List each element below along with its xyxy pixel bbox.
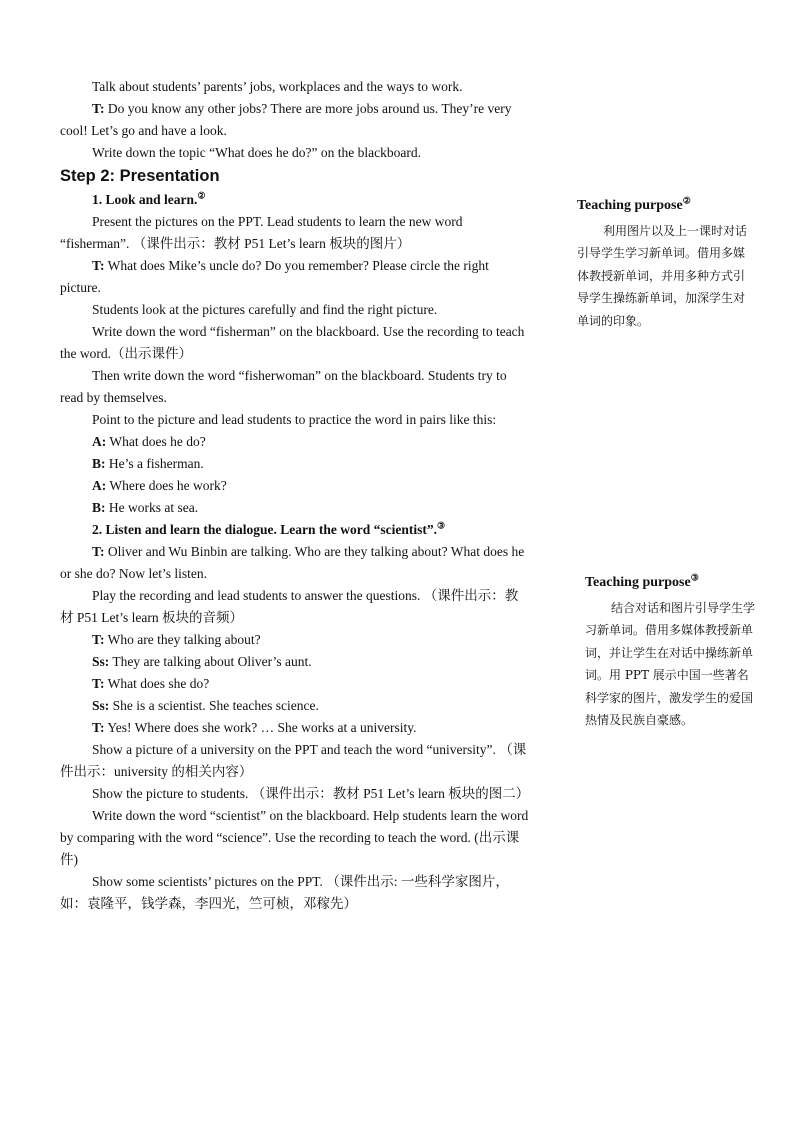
note-text: 利用图片以及上一课时对话引导学生学习新单词。借用多媒体教授新单词，并用多种方式引导学生操练新单词，加深学生对单词的印象。	[577, 223, 748, 328]
speech-text: Yes! Where does she work? … She works at a university.	[104, 720, 417, 735]
dialog-line	[60, 651, 530, 673]
dialog-line	[60, 695, 530, 717]
speaker-label: A:	[92, 478, 107, 493]
speech-text: Oliver and Wu Binbin are talking. Who are they talking about? What does he or she do? Now let’s listen.	[60, 544, 525, 581]
note-title: Teaching purpose②	[577, 195, 691, 213]
paragraph: Show some scientists’ pictures on the PPT. （课件出示: 一些科学家图片，如：袁隆平，钱学森，李四光，竺可桢，邓稼先）	[60, 874, 509, 911]
speaker-label: T:	[92, 632, 105, 647]
dialog-line	[60, 717, 530, 739]
paragraph: Then write down the word “fisherwoman” on the blackboard. Students try to read by themselves.	[60, 368, 507, 405]
dialog-line	[60, 673, 530, 695]
paragraph: Write down the word “scientist” on the blackboard. Help students learn the word by comparing with the word “science”. Use the recording to teach the word. (出示课件)	[60, 808, 529, 867]
speech-text: What does she do?	[104, 676, 210, 691]
speaker-label: A:	[92, 434, 107, 449]
speech-text: What does Mike’s uncle do? Do you remember? Please circle the right picture.	[60, 258, 489, 295]
paragraph	[60, 255, 530, 299]
speech-text: Who are they talking about?	[104, 632, 261, 647]
section-title-look-and-learn: 1. Look and learn.②	[92, 190, 206, 207]
speaker-label: T:	[92, 101, 105, 116]
note-text: 结合对话和图片引导学生学习新单词。借用多媒体教授新单词，并让学生在对话中操练新单词。用 PPT 展示中国一些著名科学家的图片，激发学生的爱国热情及民族自豪感。	[585, 600, 756, 727]
paragraph: Students look at the pictures carefully and find the right picture.	[92, 302, 438, 317]
dialog-line	[60, 475, 530, 497]
footnote-marker: ③	[437, 520, 446, 531]
speaker-label: T:	[92, 544, 105, 559]
speaker-label: Ss:	[92, 698, 110, 713]
paragraph: Present the pictures on the PPT. Lead students to learn the new word “fisherman”. （课件出示：教材 P51 Let’s learn 板块的图片）	[60, 214, 463, 251]
footnote-marker: ③	[690, 572, 699, 583]
paragraph: Point to the picture and lead students to practice the word in pairs like this:	[92, 412, 497, 427]
speech-text: What does he do?	[106, 434, 206, 449]
dialog-line	[60, 431, 530, 453]
paragraph	[60, 541, 530, 585]
step-heading: Step 2: Presentation	[60, 167, 220, 185]
speech-text: Where does he work?	[106, 478, 227, 493]
note-title: Teaching purpose③	[585, 572, 699, 590]
footnote-marker: ②	[682, 195, 691, 206]
speech-text: He’s a fisherman.	[105, 456, 204, 471]
paragraph: Write down the word “fisherman” on the blackboard. Use the recording to teach the word.（出示课件）	[60, 324, 525, 361]
intro-paragraph-1: Talk about students’ parents’ jobs, workplaces and the ways to work.	[92, 79, 463, 94]
speech-text: They are talking about Oliver’s aunt.	[109, 654, 312, 669]
footnote-marker: ②	[197, 190, 206, 201]
speaker-label: B:	[92, 456, 106, 471]
intro-paragraph-2	[60, 98, 530, 142]
dialog-line	[60, 453, 530, 475]
paragraph: Show the picture to students. （课件出示：教材 P51 Let’s learn 板块的图二）	[92, 786, 530, 801]
speaker-label: Ss:	[92, 654, 110, 669]
speaker-label: T:	[92, 676, 105, 691]
teaching-purpose-note-3	[585, 572, 757, 732]
lesson-body	[60, 76, 530, 915]
intro-paragraph-3: Write down the topic “What does he do?” on the blackboard.	[92, 145, 421, 160]
speech-text: She is a scientist. She teaches science.	[109, 698, 319, 713]
speech-text: He works at sea.	[105, 500, 199, 515]
dialog-line	[60, 629, 530, 651]
speech-text: Do you know any other jobs? There are more jobs around us. They’re very cool! Let’s go and have a look.	[60, 101, 512, 138]
speaker-label: T:	[92, 720, 105, 735]
paragraph: Play the recording and lead students to answer the questions. （课件出示：教材 P51 Let’s learn 板块的音频）	[60, 588, 519, 625]
dialog-line	[60, 497, 530, 519]
teaching-purpose-note-2	[577, 195, 749, 332]
paragraph: Show a picture of a university on the PPT and teach the word “university”. （课件出示：university 的相关内容）	[60, 742, 527, 779]
section-title-listen-and-learn: 2. Listen and learn the dialogue. Learn the word “scientist”.③	[92, 520, 446, 537]
speaker-label: B:	[92, 500, 106, 515]
speaker-label: T:	[92, 258, 105, 273]
